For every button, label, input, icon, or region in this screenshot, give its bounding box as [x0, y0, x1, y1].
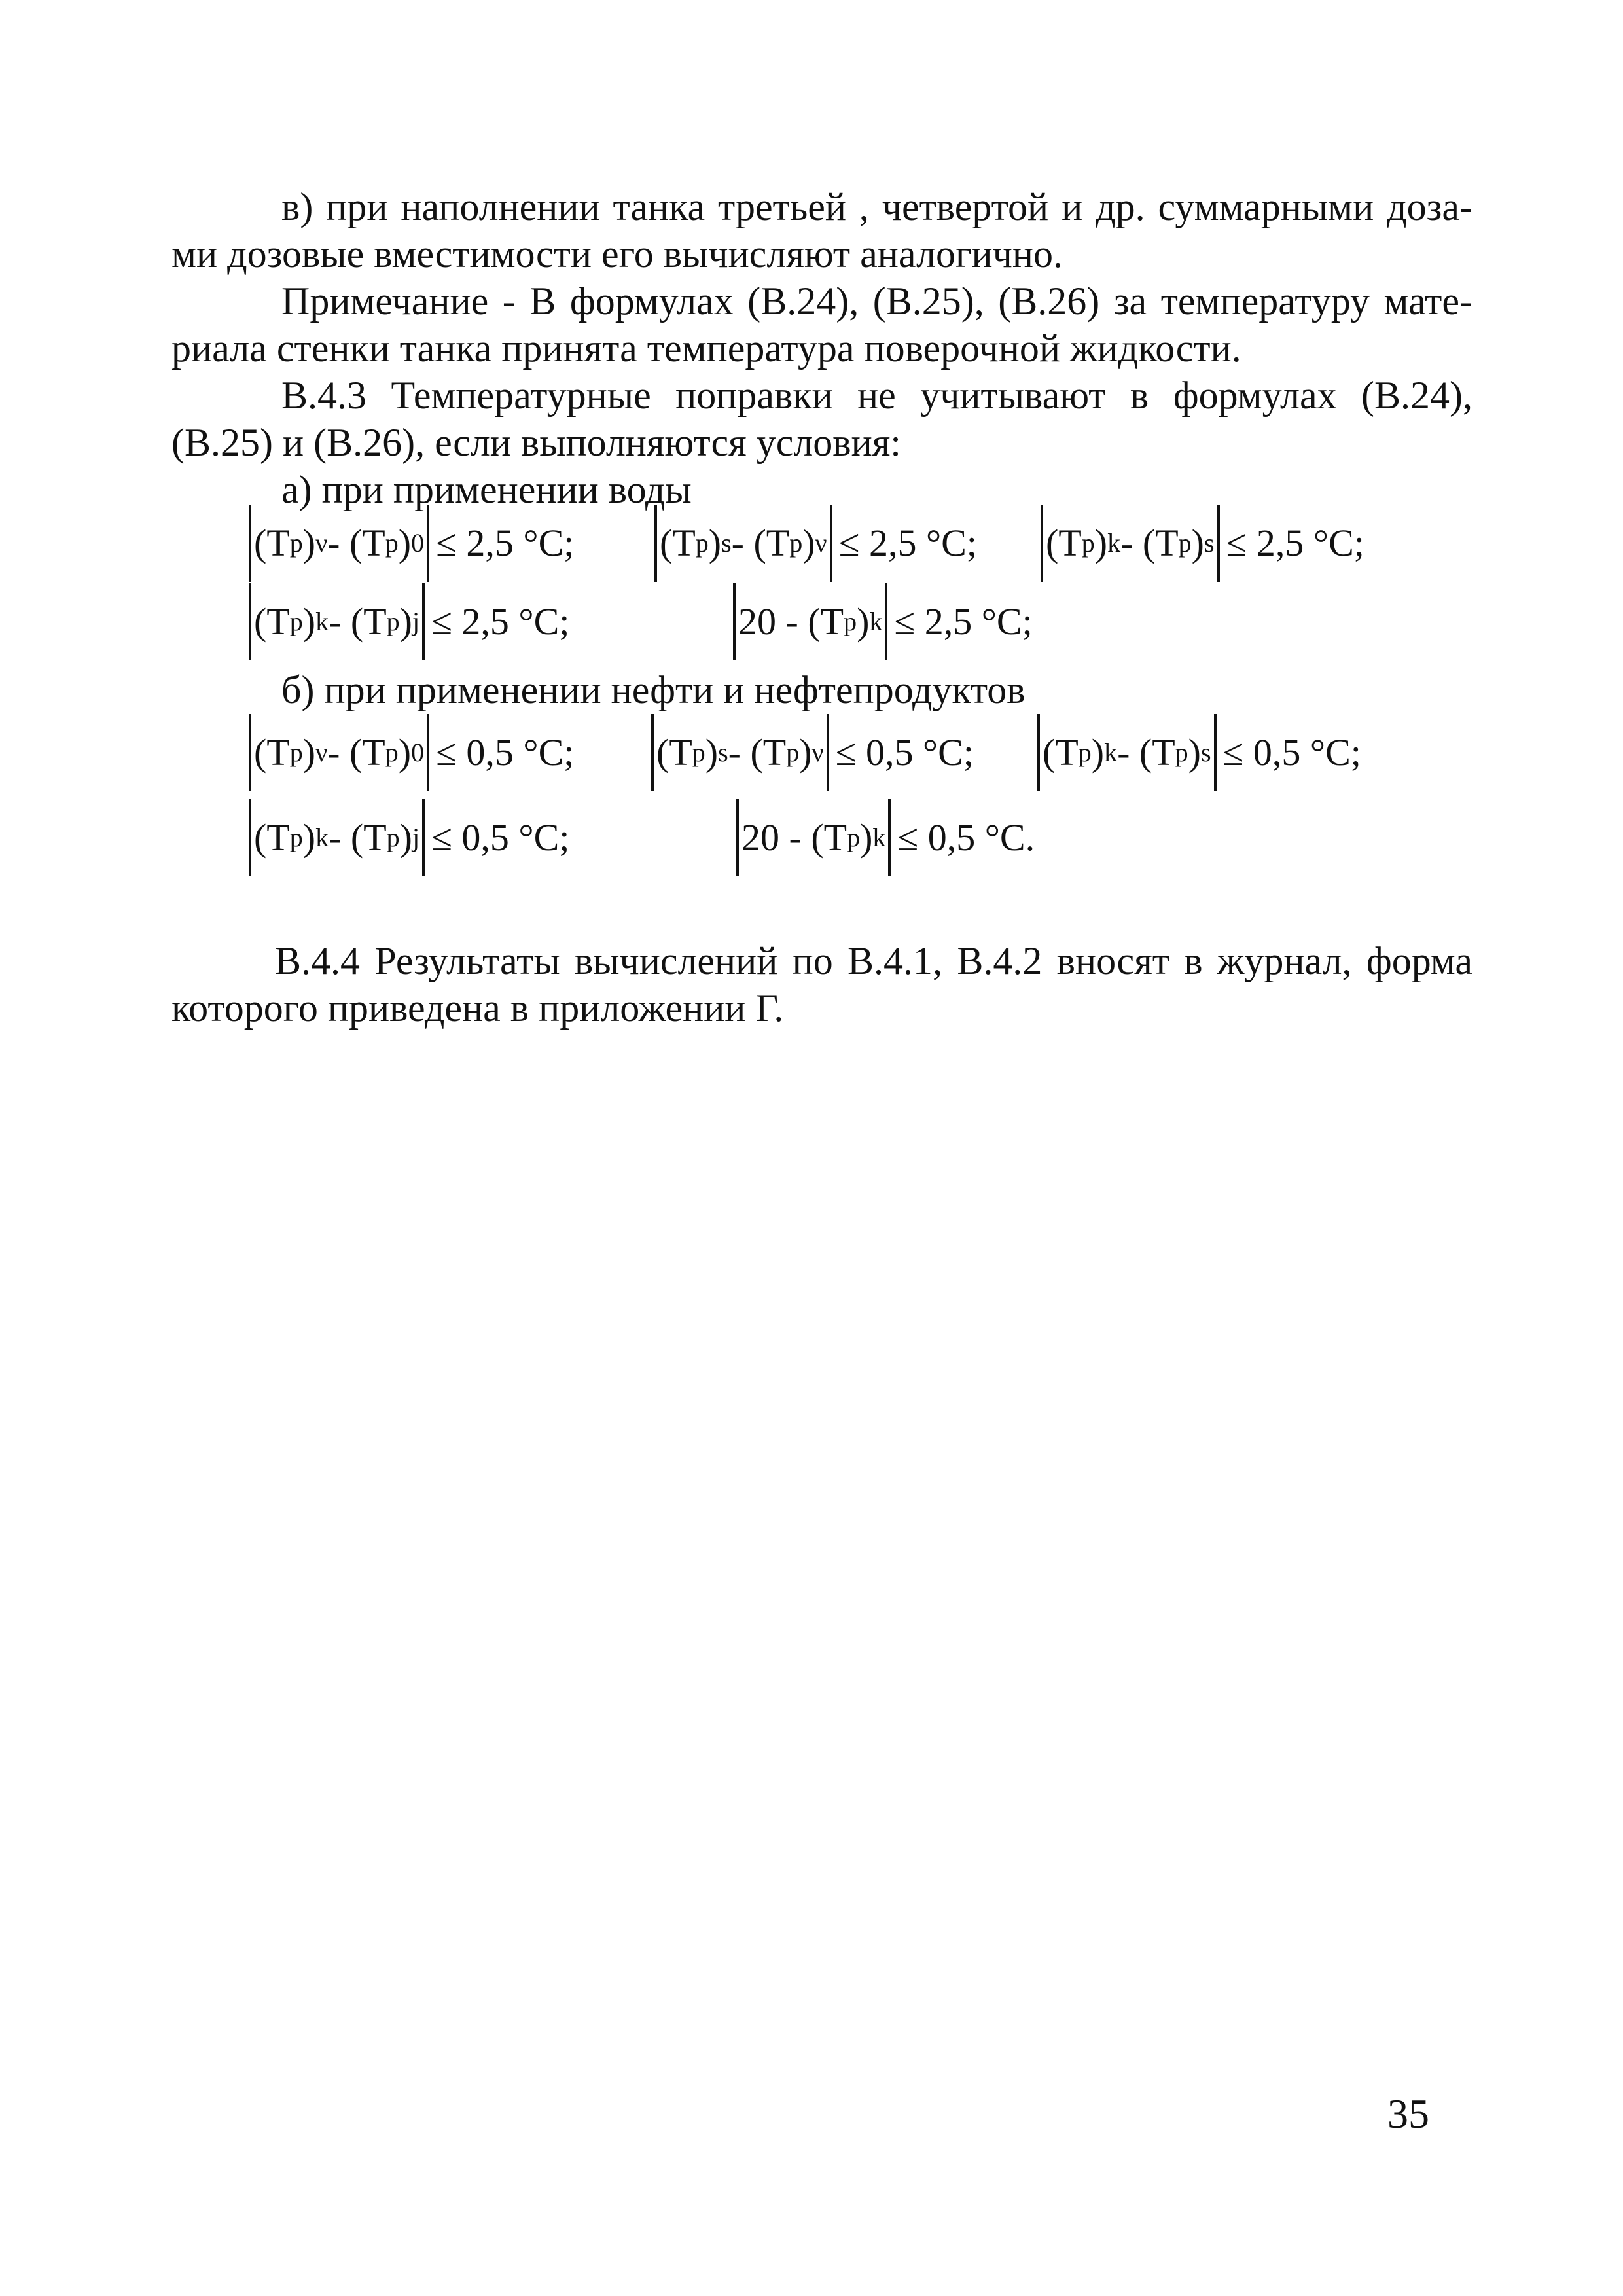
formula-rhs: ≤ 0,5 °C; [431, 816, 570, 859]
formula-rhs: ≤ 2,5 °C; [838, 522, 977, 564]
formula-a-3 [1041, 504, 1364, 583]
formula-b-5 [736, 798, 1035, 877]
formula-rhs: ≤ 0,5 °C; [835, 731, 974, 774]
abs-expression: (T p ) ν - (T p ) 0 [249, 505, 429, 582]
formula-rhs: ≤ 0,5 °C; [436, 731, 575, 774]
formula-a-1 [249, 504, 574, 583]
note-line2: риала стенки танка принята температура поверочной жидкости. [171, 327, 1241, 370]
abs-expression: 20 - (T p ) k [733, 583, 887, 660]
formula-a-4 [249, 583, 569, 661]
formula-rhs: ≤ 2,5 °C; [436, 522, 575, 564]
abs-expression: (T p ) k - (T p ) s [1041, 505, 1220, 582]
formula-rhs: ≤ 2,5 °C; [1226, 522, 1364, 564]
abs-expression: (T p ) ν - (T p ) 0 [249, 714, 429, 791]
item-b-label: б) при применении нефти и нефтепродуктов [281, 668, 1026, 711]
item-a-label: а) при применении воды [281, 468, 692, 511]
formula-rhs: ≤ 0,5 °C; [1222, 731, 1361, 774]
formula-b-4 [249, 798, 569, 877]
page-number: 35 [1387, 2090, 1429, 2137]
formula-b-2 [651, 713, 974, 792]
formula-rhs: ≤ 2,5 °C; [894, 600, 1033, 643]
note-line1: Примечание - В формулах (В.24), (В.25), (В.26) за температуру мате- [281, 279, 1472, 323]
abs-expression: (T p ) s - (T p ) ν [651, 714, 829, 791]
section-b43-line2: (В.25) и (В.26), если выполняются условия: [171, 421, 901, 464]
formula-b-3 [1037, 713, 1361, 792]
paragraph-v-line1: в) при наполнении танка третьей , четвертой и др. суммарными доза- [281, 185, 1472, 228]
abs-expression: (T p ) s - (T p ) ν [654, 505, 832, 582]
abs-expression: (T p ) k - (T p ) s [1037, 714, 1217, 791]
formula-b-1 [249, 713, 574, 792]
formula-a-2 [654, 504, 977, 583]
formula-rhs: ≤ 2,5 °C; [431, 600, 570, 643]
abs-expression: (T p ) k - (T p ) j [249, 583, 425, 660]
formula-rhs: ≤ 0,5 °C. [897, 816, 1035, 859]
abs-expression: (T p ) k - (T p ) j [249, 799, 425, 876]
paragraph-v-line2: ми дозовые вместимости его вычисляют аналогично. [171, 232, 1063, 276]
abs-expression: 20 - (T p ) k [736, 799, 891, 876]
formula-a-5 [733, 583, 1033, 661]
section-b44-line1: В.4.4 Результаты вычислений по В.4.1, В.4.2 вносят в журнал, форма [275, 939, 1472, 982]
section-b43-line1: В.4.3 Температурные поправки не учитывают в формулах (В.24), [281, 374, 1472, 417]
section-b44-line2: которого приведена в приложении Г. [171, 986, 784, 1030]
